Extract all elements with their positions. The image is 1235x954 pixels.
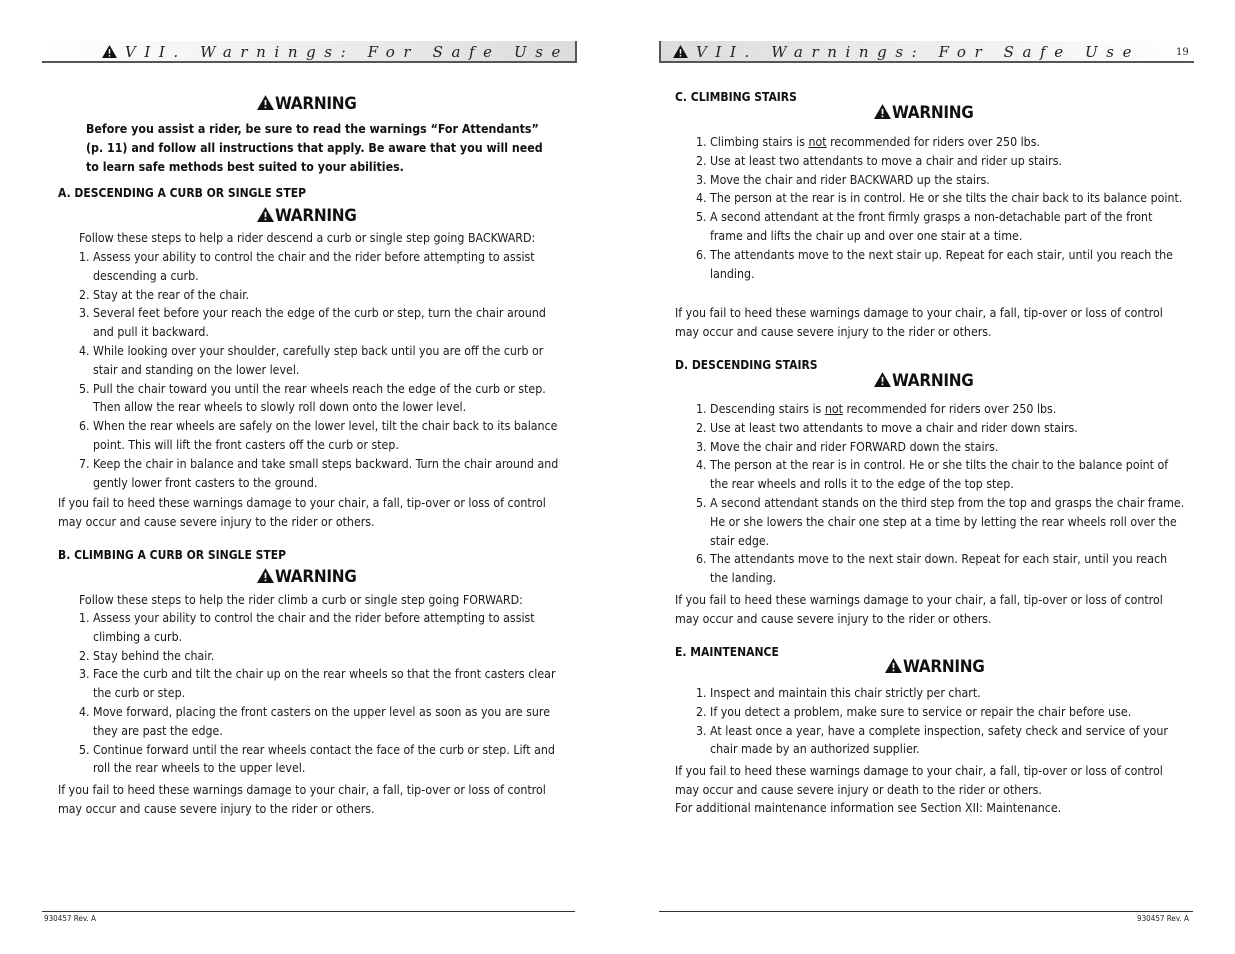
list-item: 3. Face the curb and tilt the chair up on the rear wheels so that the front casters clear the curb or step. (79, 667, 556, 701)
list-item: 4. The person at the rear is in control. He or she tilts the chair to the balance point of the rear wheels and rolls it to the edge of the top step. (696, 458, 1169, 492)
list-item: 3. At least once a year, have a complete inspection, safety check and service of your chair made by an authorized supplier. (696, 723, 1168, 757)
footer-rule (659, 911, 1193, 912)
warning-triangle-icon (874, 372, 891, 387)
list-item: 2. Stay behind the chair. (79, 648, 215, 663)
header-text: VII. Warnings: For Safe Use (696, 43, 1141, 61)
warning-heading: WARNING (885, 657, 984, 677)
section-header-bar (659, 41, 1194, 63)
right-page (617, 0, 1235, 954)
list-item: 5. A second attendant stands on the third step from the top and grasps the chair frame. He or she lowers the chair one step at a time by letting the rear wheels roll over the stair edge. (696, 495, 1185, 548)
list-item: 1. Assess your ability to control the chair and the rider before attempting to assist climbing a curb. (79, 611, 535, 644)
list-item: 4. The person at the rear is in control. He or she tilts the chair back to its balance point. (696, 191, 1183, 206)
section-a-steps (79, 248, 561, 492)
footer-rule (42, 911, 575, 912)
list-item: 2. Use at least two attendants to move a chair and rider up stairs. (696, 153, 1063, 168)
section-c-closing: If you fail to heed these warnings damage to your chair, a fall, tip-over or loss of control may occur and cause severe injury to the rider or others. (675, 306, 1163, 339)
list-item: 5. A second attendant at the front firmly grasps a non-detachable part of the front frame and lifts the chair up and over one stair at a time. (696, 210, 1153, 243)
warning-triangle-icon (257, 95, 274, 110)
section-e-extra: For additional maintenance information see Section XII: Maintenance. (675, 801, 1062, 815)
section-b-lead: Follow these steps to help the rider climb a curb or single step going FORWARD: (79, 593, 523, 607)
list-item: 4. Move forward, placing the front casters on the upper level as soon as you are sure they are past the edge. (79, 704, 551, 738)
section-a-lead: Follow these steps to help a rider descend a curb or single step going BACKWARD: (79, 231, 536, 245)
warning-heading: WARNING (257, 94, 356, 114)
section-header-title (102, 43, 569, 61)
list-item: 3. Move the chair and rider BACKWARD up the stairs. (696, 172, 990, 187)
list-item: 6. When the rear wheels are safely on the lower level, tilt the chair back to its balance point. This will lift the front casters off the curb or step. (79, 419, 558, 452)
list-item: 1. Descending stairs is not recommended for riders over 250 lbs. (696, 402, 1057, 416)
warning-heading: WARNING (257, 567, 356, 587)
section-header-bar (42, 41, 577, 63)
section-heading-a: A. DESCENDING A CURB OR SINGLE STEP (58, 186, 306, 200)
section-b-steps (79, 609, 561, 778)
warning-triangle-icon (885, 658, 902, 673)
list-item: 1. Climbing stairs is not recommended for riders over 250 lbs. (696, 135, 1040, 149)
warning-triangle-icon (102, 45, 117, 58)
intro-paragraph: Before you assist a rider, be sure to read the warnings “For Attendants” (p. 11) and follow all instructions that apply. Be aware that you will need to learn safe methods best suited to your abilities. (86, 122, 543, 174)
list-item: 4. While looking over your shoulder, carefully step back until you are off the curb or stair and standing on the lower level. (79, 343, 544, 377)
page-number: 19 (1176, 47, 1189, 58)
list-item: 1. Assess your ability to control the chair and the rider before attempting to assist descending a curb. (79, 250, 535, 283)
section-c-steps (696, 133, 1186, 283)
warning-triangle-icon (257, 207, 274, 222)
footer-code: 930457 Rev. A (44, 914, 96, 923)
section-e-steps (696, 684, 1176, 759)
header-text: VII. Warnings: For Safe Use (124, 43, 569, 61)
list-item: 6. The attendants move to the next stair down. Repeat for each stair, until you reach the landing. (696, 552, 1168, 586)
list-item: 5. Pull the chair toward you until the rear wheels reach the edge of the curb or step. Then allow the rear wheels to slowly roll down onto the lower level. (79, 381, 546, 415)
section-heading-c: C. CLIMBING STAIRS (675, 90, 797, 104)
list-item: 3. Several feet before your reach the edge of the curb or step, turn the chair around and pull it backward. (79, 306, 546, 340)
warning-heading: WARNING (874, 371, 973, 391)
footer-code: 930457 Rev. A (1137, 914, 1189, 923)
section-d-closing: If you fail to heed these warnings damage to your chair, a fall, tip-over or loss of control may occur and cause severe injury to the rider or others. (675, 593, 1163, 626)
section-b-closing: If you fail to heed these warnings damage to your chair, a fall, tip-over or loss of control may occur and cause severe injury to the rider or others. (58, 783, 546, 816)
list-item: 2. Use at least two attendants to move a chair and rider down stairs. (696, 420, 1078, 435)
warning-triangle-icon (257, 568, 274, 583)
list-item: 2. Stay at the rear of the chair. (79, 287, 250, 302)
section-heading-d: D. DESCENDING STAIRS (675, 358, 818, 372)
warning-heading: WARNING (257, 206, 356, 226)
list-item: 2. If you detect a problem, make sure to service or repair the chair before use. (696, 704, 1132, 719)
left-page (0, 0, 617, 954)
warning-triangle-icon (673, 45, 688, 58)
list-item: 6. The attendants move to the next stair up. Repeat for each stair, until you reach the landing. (696, 247, 1173, 281)
section-header-title (673, 43, 1140, 61)
list-item: 1. Inspect and maintain this chair strictly per chart. (696, 686, 981, 700)
section-d-steps (696, 400, 1186, 588)
section-a-closing: If you fail to heed these warnings damage to your chair, a fall, tip-over or loss of control may occur and cause severe injury to the rider or others. (58, 496, 546, 529)
section-heading-e: E. MAINTENANCE (675, 645, 779, 659)
warning-heading: WARNING (874, 103, 973, 123)
list-item: 3. Move the chair and rider FORWARD down the stairs. (696, 439, 999, 454)
list-item: 7. Keep the chair in balance and take small steps backward. Turn the chair around and gently lower front casters to the ground. (79, 456, 559, 490)
section-heading-b: B. CLIMBING A CURB OR SINGLE STEP (58, 548, 286, 562)
section-e-closing: If you fail to heed these warnings damage to your chair, a fall, tip-over or loss of control may occur and cause severe injury or death to the rider or others. (675, 764, 1163, 797)
list-item: 5. Continue forward until the rear wheels contact the face of the curb or step. Lift and roll the rear wheels to the upper level. (79, 742, 555, 776)
warning-triangle-icon (874, 104, 891, 119)
